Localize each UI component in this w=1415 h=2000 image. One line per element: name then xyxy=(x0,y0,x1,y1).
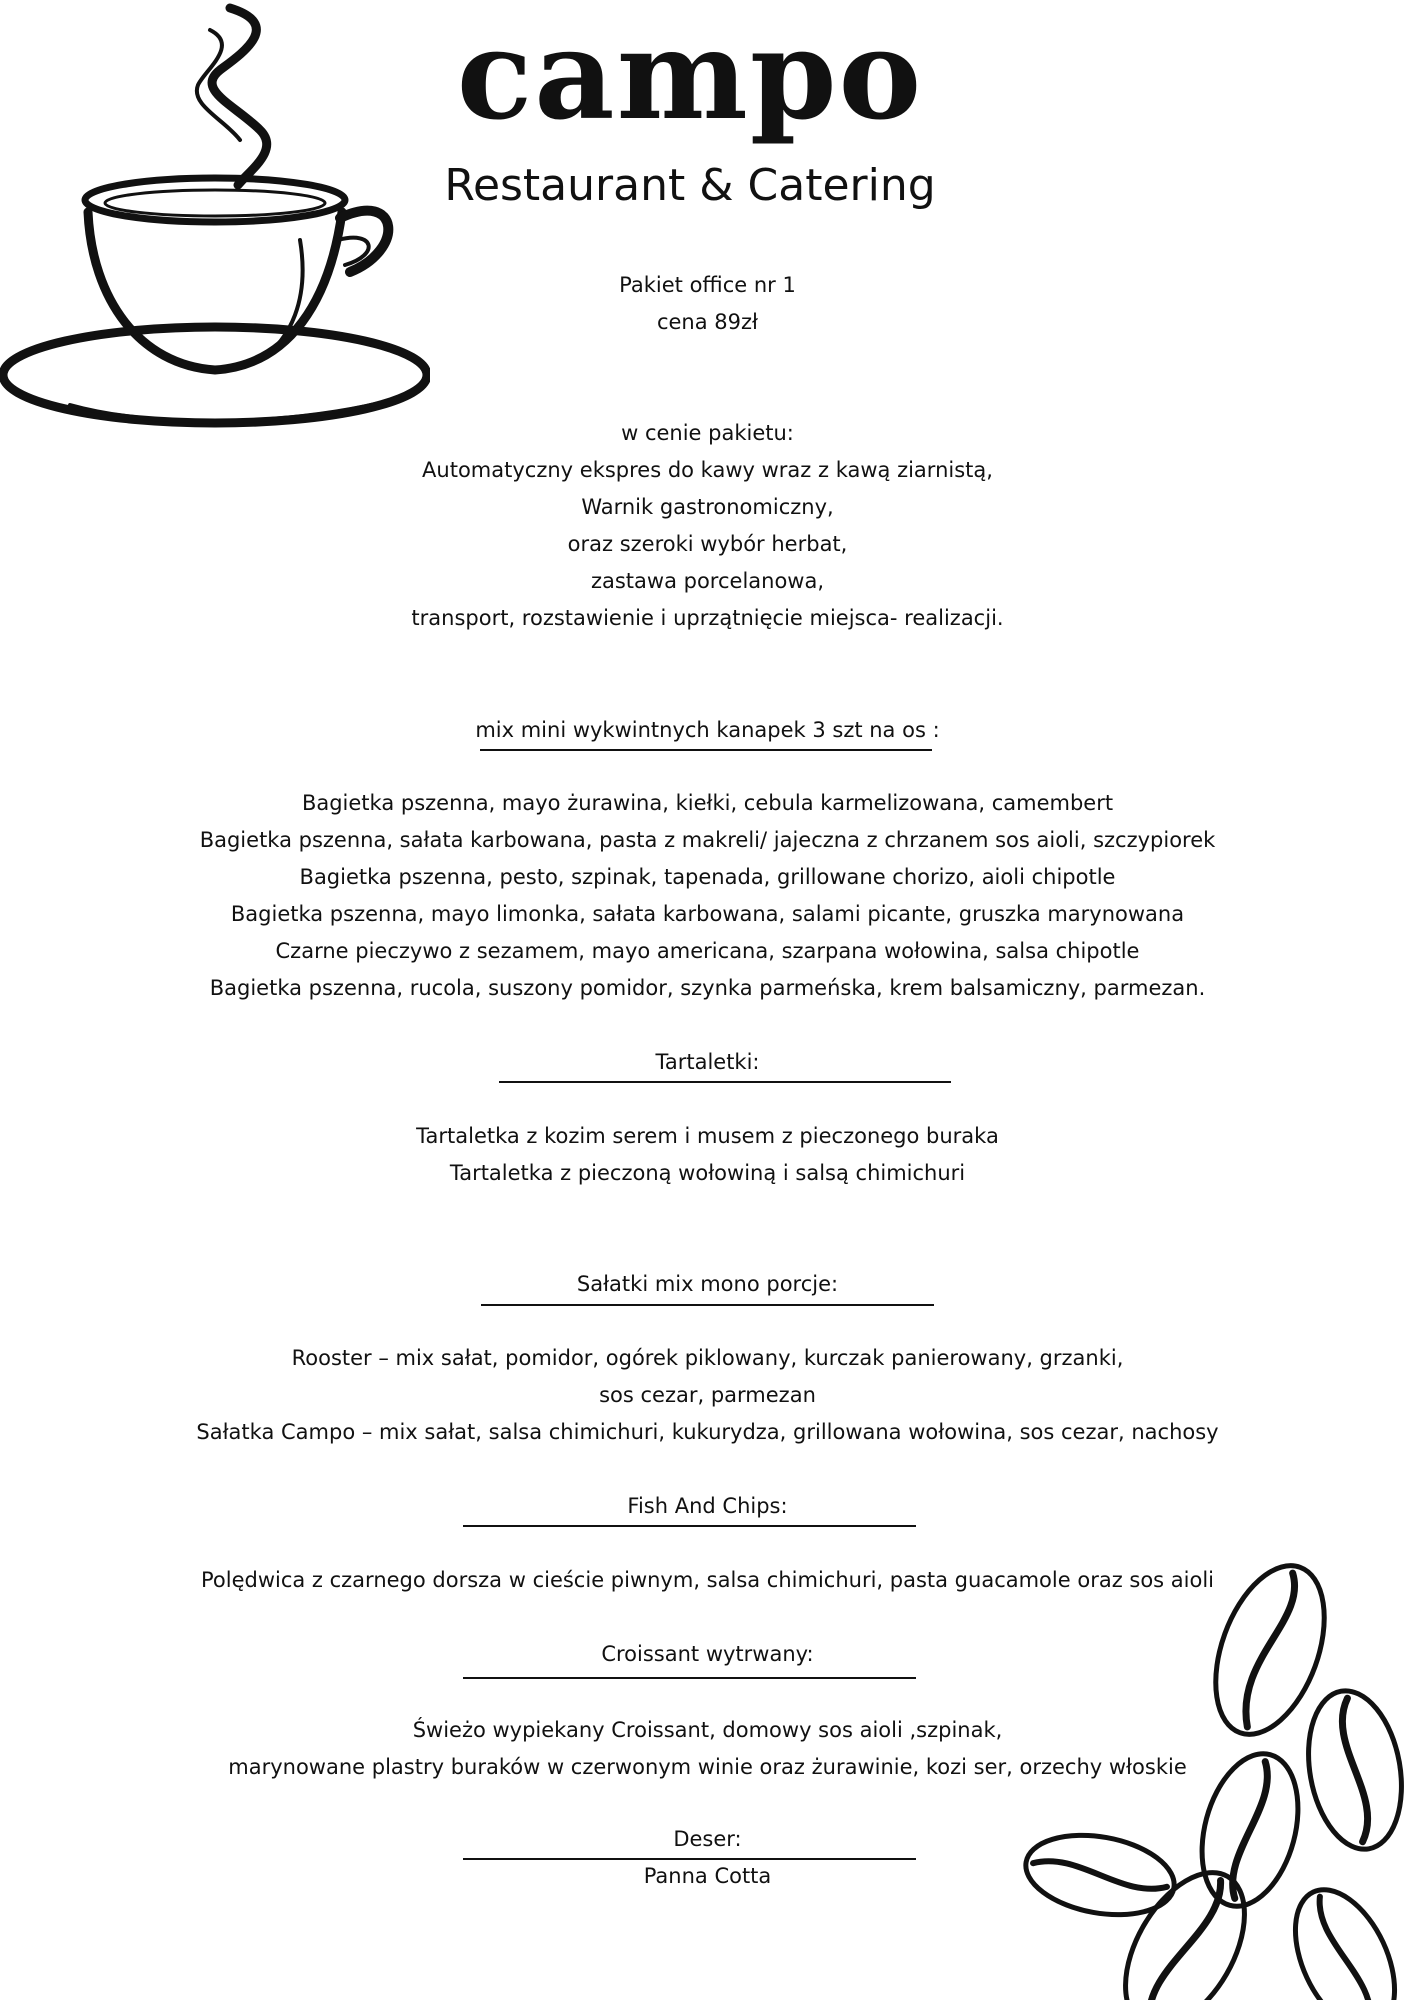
brand-tagline: Restaurant & Catering xyxy=(444,160,936,211)
section-divider xyxy=(463,1677,916,1679)
section-sandwiches-items xyxy=(0,785,1415,1007)
section-salads-items xyxy=(0,1340,1415,1451)
menu-item: Bagietka pszenna, rucola, suszony pomidor, szynka parmeńska, krem balsamiczny, parmezan. xyxy=(209,976,1206,1000)
menu-item: Czarne pieczywo z sezamem, mayo americana, szarpana wołowina, salsa chipotle xyxy=(275,939,1140,963)
coffee-beans-icon xyxy=(1015,1540,1415,2000)
menu-item: Sałatka Campo – mix sałat, salsa chimichuri, kukurydza, grillowana wołowina, sos cezar, nachosy xyxy=(196,1420,1219,1444)
section-title: Tartaletki: xyxy=(655,1050,760,1074)
menu-item: Panna Cotta xyxy=(643,1864,772,1888)
menu-item: Bagietka pszenna, pesto, szpinak, tapenada, grillowane chorizo, aioli chipotle xyxy=(299,865,1116,889)
menu-item: Tartaletka z pieczoną wołowiną i salsą chimichuri xyxy=(449,1161,966,1185)
coffee-cup-icon xyxy=(0,0,430,440)
menu-item: Bagietka pszenna, mayo limonka, sałata karbowana, salami picante, gruszka marynowana xyxy=(230,902,1185,926)
section-divider xyxy=(463,1525,916,1527)
menu-item: Bagietka pszenna, mayo żurawina, kiełki, cebula karmelizowana, camembert xyxy=(301,791,1114,815)
section-tartlets-items xyxy=(0,1118,1415,1192)
package-header xyxy=(0,267,1415,341)
section-title: Sałatki mix mono porcje: xyxy=(576,1272,839,1296)
section-title: Fish And Chips: xyxy=(627,1494,788,1518)
included-item: zastawa porcelanowa, xyxy=(590,569,825,593)
included-item: transport, rozstawienie i uprzątnięcie miejsca- realizacji. xyxy=(411,606,1004,630)
section-title: Deser: xyxy=(673,1827,742,1851)
included-item: Automatyczny ekspres do kawy wraz z kawą ziarnistą, xyxy=(422,458,993,482)
included-item: Warnik gastronomiczny, xyxy=(581,495,834,519)
section-divider xyxy=(480,749,932,751)
menu-item: Polędwica z czarnego dorsza w cieście piwnym, salsa chimichuri, pasta guacamole oraz sos aioli xyxy=(200,1568,1215,1592)
included-title: w cenie pakietu: xyxy=(621,421,794,445)
section-title: Croissant wytrwany: xyxy=(601,1642,814,1666)
menu-item: Bagietka pszenna, sałata karbowana, pasta z makreli/ jajeczna z chrzanem sos aioli, szczypiorek xyxy=(199,828,1216,852)
included-item: oraz szeroki wybór herbat, xyxy=(567,532,848,556)
section-fish-title xyxy=(0,1488,1415,1525)
menu-item: sos cezar, parmezan xyxy=(599,1383,816,1407)
package-price: cena 89zł xyxy=(656,310,759,334)
brand-logo: campo xyxy=(456,3,924,148)
section-tartlets-title xyxy=(0,1044,1415,1081)
section-salads-title xyxy=(0,1266,1415,1303)
section-divider xyxy=(481,1304,934,1306)
section-divider xyxy=(499,1081,951,1083)
section-title: mix mini wykwintnych kanapek 3 szt na os : xyxy=(475,718,940,742)
section-sandwiches-title xyxy=(0,712,1415,749)
menu-item: Rooster – mix sałat, pomidor, ogórek piklowany, kurczak panierowany, grzanki, xyxy=(291,1346,1124,1370)
package-name: Pakiet office nr 1 xyxy=(619,273,796,297)
menu-item: marynowane plastry buraków w czerwonym winie oraz żurawinie, kozi ser, orzechy włoskie xyxy=(228,1755,1187,1779)
menu-item: Świeżo wypiekany Croissant, domowy sos aioli ,szpinak, xyxy=(412,1718,1003,1742)
menu-item: Tartaletka z kozim serem i musem z pieczonego buraka xyxy=(416,1124,999,1148)
included-block xyxy=(0,415,1415,637)
